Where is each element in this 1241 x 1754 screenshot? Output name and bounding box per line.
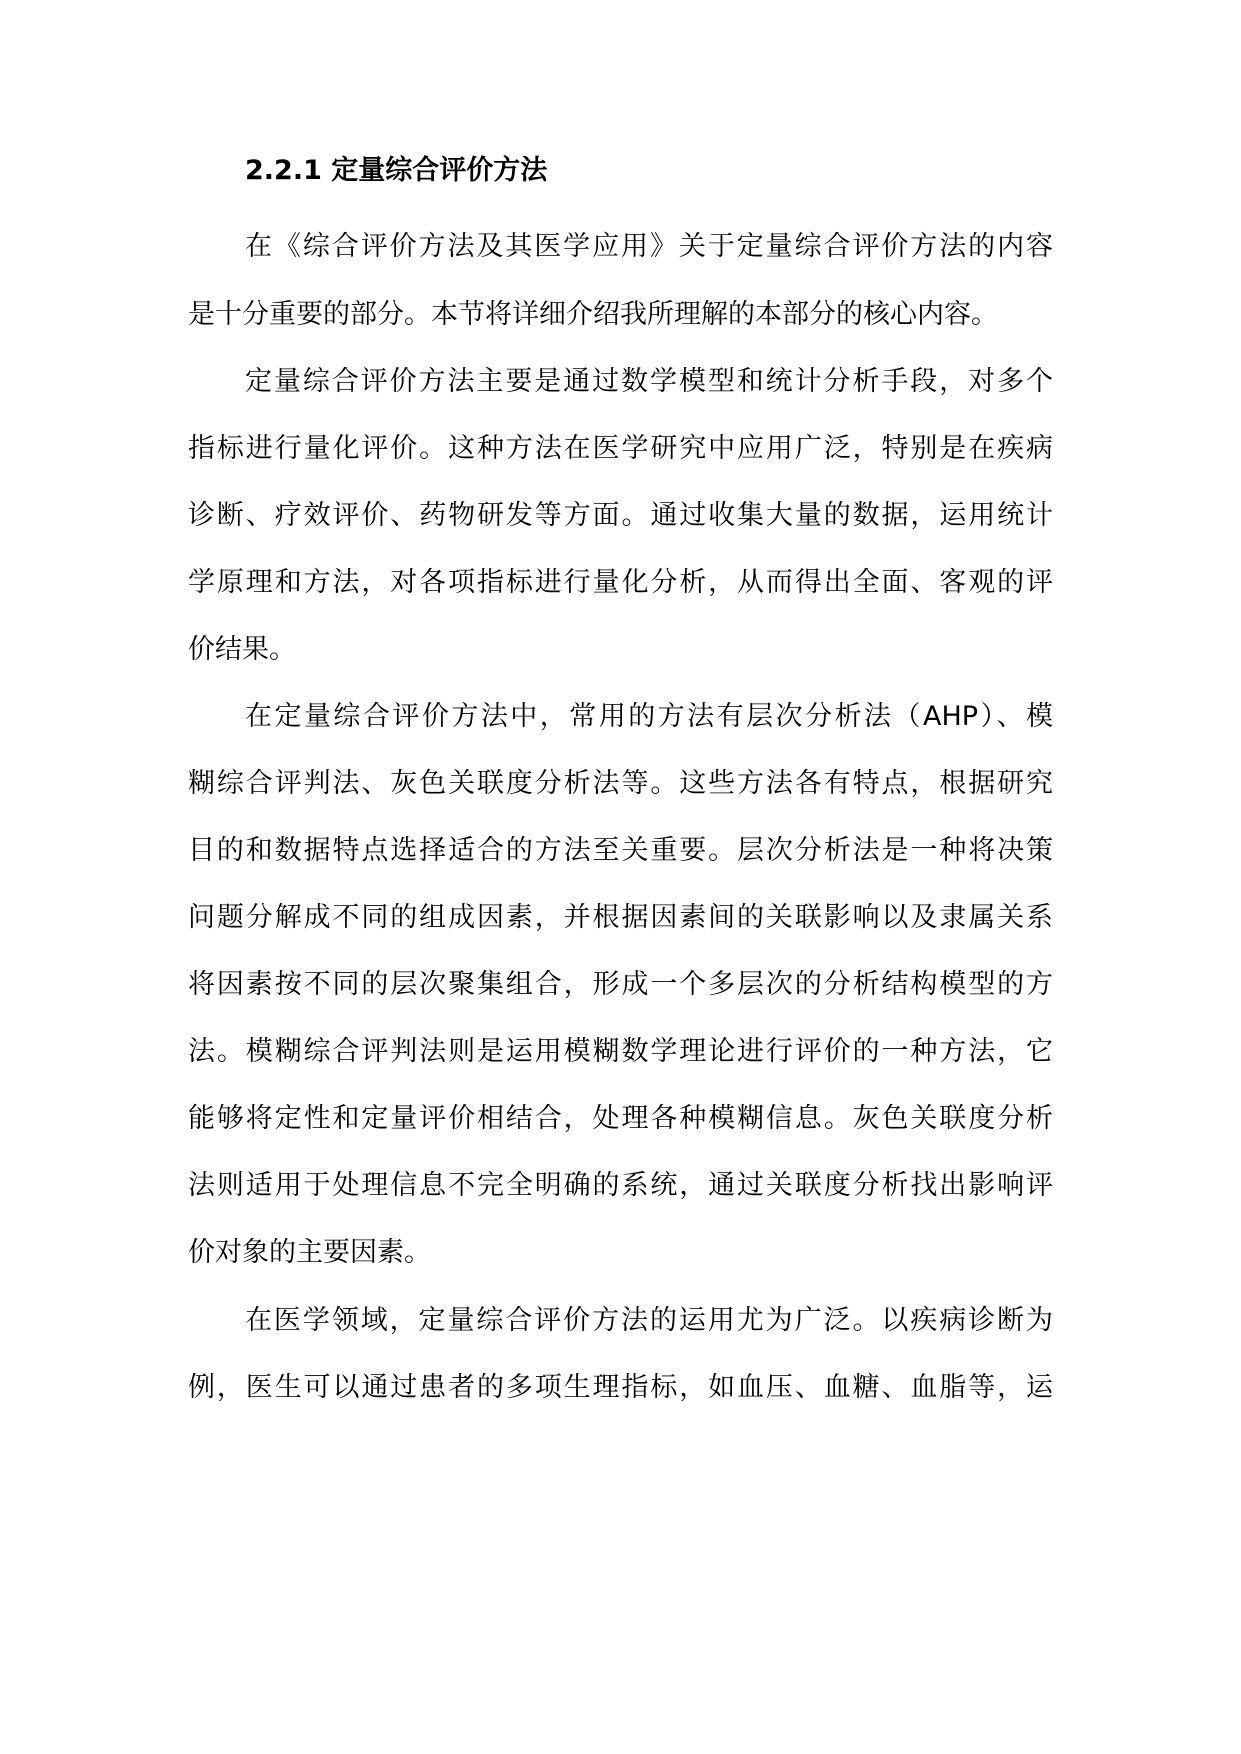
paragraph-3-line-4: 问题分解成不同的组成因素，并根据因素间的关联影响以及隶属关系 [188,902,1053,933]
paragraph-3-line-2: 糊综合评判法、灰色关联度分析法等。这些方法各有特点，根据研究 [188,768,1053,799]
paragraph-2-line-5: 价结果。 [188,634,296,665]
paragraph-3-line-8: 法则适用于处理信息不完全明确的系统，通过关联度分析找出影响评 [188,1170,1053,1201]
paragraph-3-line-9: 价对象的主要因素。 [188,1237,431,1268]
paragraph-3-line-7: 能够将定性和定量评价相结合，处理各种模糊信息。灰色关联度分析 [188,1103,1053,1134]
paragraph-1-line-1: 在《综合评价方法及其医学应用》关于定量综合评价方法的内容 [245,231,1053,262]
paragraph-2-line-1: 定量综合评价方法主要是通过数学模型和统计分析手段，对多个 [245,366,1053,397]
paragraph-2-line-2: 指标进行量化评价。这种方法在医学研究中应用广泛，特别是在疾病 [188,433,1053,464]
paragraph-4-line-1: 在医学领域，定量综合评价方法的运用尤为广泛。以疾病诊断为 [245,1305,1053,1336]
paragraph-1-line-2: 是十分重要的部分。本节将详细介绍我所理解的本部分的核心内容。 [188,299,998,330]
section-heading: 2.2.1 定量综合评价方法 [245,155,548,186]
paragraph-3-line-3: 目的和数据特点选择适合的方法至关重要。层次分析法是一种将决策 [188,835,1053,866]
paragraph-3-line-6: 法。模糊综合评判法则是运用模糊数学理论进行评价的一种方法，它 [188,1036,1053,1067]
paragraph-3-line-1: 在定量综合评价方法中，常用的方法有层次分析法（AHP）、模 [245,701,1053,732]
paragraph-3-line-5: 将因素按不同的层次聚集组合，形成一个多层次的分析结构模型的方 [188,969,1053,1000]
paragraph-2-line-3: 诊断、疗效评价、药物研发等方面。通过收集大量的数据，运用统计 [188,500,1053,531]
paragraph-2-line-4: 学原理和方法，对各项指标进行量化分析，从而得出全面、客观的评 [188,567,1053,598]
paragraph-4-line-2: 例，医生可以通过患者的多项生理指标，如血压、血糖、血脂等，运 [188,1372,1053,1403]
